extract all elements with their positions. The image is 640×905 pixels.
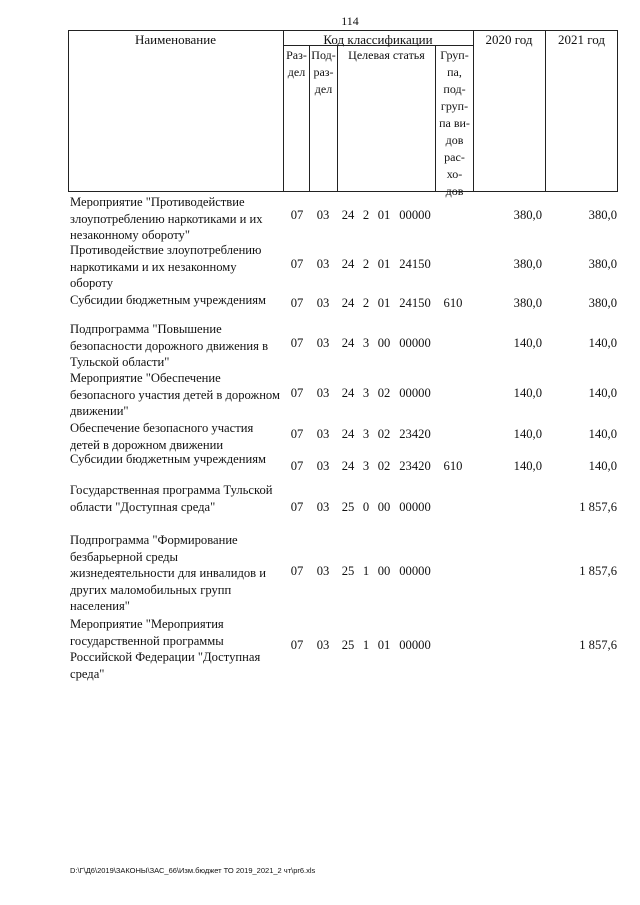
- row-code-cs1: 24: [341, 386, 355, 400]
- row-code-rz: 07: [290, 500, 304, 514]
- header-target-item: Целевая статья: [348, 48, 425, 62]
- row-amount-2021: 140,0: [588, 459, 617, 473]
- row-name: Субсидии бюджетным учреждениям: [70, 293, 266, 307]
- table-row: [0, 482, 640, 522]
- row-code-cs4: 24150: [399, 257, 431, 271]
- row-code-cs4: 23420: [399, 427, 431, 441]
- row-code-cs3: 01: [377, 296, 391, 310]
- row-code-vr: 610: [443, 459, 463, 473]
- row-amount-2020: 380,0: [513, 296, 542, 310]
- row-code-rz: 07: [290, 638, 304, 652]
- table-row: [0, 451, 640, 481]
- table-row: [0, 242, 640, 292]
- row-amount-2021: 1 857,6: [579, 638, 617, 652]
- header-subsection: Под- раз- дел: [311, 48, 336, 96]
- row-amount-2020: 380,0: [513, 257, 542, 271]
- row-code-rz: 07: [290, 257, 304, 271]
- row-amount-2021: 380,0: [588, 208, 617, 222]
- row-code-cs4: 00000: [399, 208, 431, 222]
- row-code-cs2: 2: [362, 296, 370, 310]
- row-code-rz: 07: [290, 564, 304, 578]
- header-name: Наименование: [135, 32, 216, 47]
- row-code-cs3: 01: [377, 208, 391, 222]
- row-code-cs3: 00: [377, 564, 391, 578]
- header-group: Груп- па, под- груп- па ви- дов рас- хо- дов: [439, 48, 470, 198]
- row-code-cs4: 24150: [399, 296, 431, 310]
- row-code-pr: 03: [316, 459, 330, 473]
- row-name: Субсидии бюджетным учреждениям: [70, 452, 266, 466]
- row-code-cs1: 24: [341, 208, 355, 222]
- row-code-cs2: 3: [362, 386, 370, 400]
- row-amount-2020: 140,0: [513, 427, 542, 441]
- row-code-cs3: 02: [377, 459, 391, 473]
- row-name: Государственная программа Тульской области "Доступная среда": [70, 483, 273, 514]
- row-amount-2021: 380,0: [588, 296, 617, 310]
- row-code-pr: 03: [316, 638, 330, 652]
- row-amount-2021: 140,0: [588, 386, 617, 400]
- row-code-rz: 07: [290, 386, 304, 400]
- row-name: Противодействие злоупотреблению наркотиками и их незаконному обороту: [70, 243, 262, 290]
- page-number: 114: [341, 14, 359, 28]
- row-code-cs1: 25: [341, 564, 355, 578]
- row-code-cs3: 02: [377, 386, 391, 400]
- row-amount-2021: 140,0: [588, 336, 617, 350]
- row-code-cs2: 2: [362, 257, 370, 271]
- row-code-cs2: 3: [362, 427, 370, 441]
- row-code-cs4: 00000: [399, 336, 431, 350]
- row-code-cs2: 3: [362, 336, 370, 350]
- row-code-cs1: 24: [341, 427, 355, 441]
- row-code-cs2: 0: [362, 500, 370, 514]
- row-code-pr: 03: [316, 296, 330, 310]
- row-code-cs3: 01: [377, 257, 391, 271]
- row-code-cs2: 2: [362, 208, 370, 222]
- row-code-cs2: 1: [362, 564, 370, 578]
- row-name: Мероприятие "Мероприятия государственной программы Российской Федерации "Доступная среда": [70, 617, 261, 681]
- table-row: [0, 321, 640, 371]
- row-code-cs2: 3: [362, 459, 370, 473]
- row-code-cs4: 00000: [399, 638, 431, 652]
- header-2020: 2020 год: [485, 32, 533, 47]
- row-amount-2020: 140,0: [513, 336, 542, 350]
- row-code-vr: 610: [443, 296, 463, 310]
- table-row: [0, 616, 640, 682]
- row-code-rz: 07: [290, 336, 304, 350]
- table-row: [0, 420, 640, 454]
- row-amount-2021: 1 857,6: [579, 564, 617, 578]
- header-2021: 2021 год: [558, 32, 605, 47]
- row-amount-2021: 1 857,6: [579, 500, 617, 514]
- row-name: Подпрограмма "Формирование безбарьерной среды жизнедеятельности для инвалидов и других маломобильных групп населения": [70, 533, 266, 613]
- file-path-footer: D:\Г\Д6\2019\ЗАКОНЫ\ЗАС_66\Изм.бюджет ТО 2019_2021_2 чт\pr6.xls: [70, 866, 316, 875]
- row-code-pr: 03: [316, 386, 330, 400]
- row-name: Мероприятие "Противодействие злоупотреблению наркотиками и их незаконному обороту": [70, 195, 263, 242]
- row-code-rz: 07: [290, 296, 304, 310]
- row-amount-2021: 140,0: [588, 427, 617, 441]
- row-amount-2020: 380,0: [513, 208, 542, 222]
- row-code-cs3: 02: [377, 427, 391, 441]
- row-code-cs1: 25: [341, 500, 355, 514]
- row-code-cs1: 24: [341, 336, 355, 350]
- row-code-cs1: 24: [341, 257, 355, 271]
- row-code-cs3: 00: [377, 336, 391, 350]
- row-name: Мероприятие "Обеспечение безопасного участия детей в дорожном движении": [70, 371, 280, 418]
- row-code-cs2: 1: [362, 638, 370, 652]
- row-code-pr: 03: [316, 427, 330, 441]
- table-row: [0, 292, 640, 322]
- row-code-cs3: 01: [377, 638, 391, 652]
- row-code-pr: 03: [316, 336, 330, 350]
- row-code-cs4: 00000: [399, 500, 431, 514]
- row-code-rz: 07: [290, 459, 304, 473]
- row-code-cs1: 24: [341, 296, 355, 310]
- table-row: [0, 370, 640, 420]
- table-row: [0, 532, 640, 614]
- row-code-cs3: 00: [377, 500, 391, 514]
- row-name: Подпрограмма "Повышение безопасности дорожного движения в Тульской области": [70, 322, 269, 369]
- row-code-rz: 07: [290, 427, 304, 441]
- row-name: Обеспечение безопасного участия детей в дорожном движении: [70, 421, 254, 452]
- row-code-cs4: 00000: [399, 386, 431, 400]
- row-code-cs4: 00000: [399, 564, 431, 578]
- row-amount-2020: 140,0: [513, 459, 542, 473]
- table-row: [0, 194, 640, 244]
- header-classification: Код классификации: [323, 32, 433, 47]
- row-code-pr: 03: [316, 208, 330, 222]
- row-code-pr: 03: [316, 564, 330, 578]
- row-code-cs1: 25: [341, 638, 355, 652]
- row-code-cs4: 23420: [399, 459, 431, 473]
- row-code-rz: 07: [290, 208, 304, 222]
- row-code-pr: 03: [316, 500, 330, 514]
- row-code-cs1: 24: [341, 459, 355, 473]
- header-section: Раз- дел: [286, 48, 307, 79]
- row-amount-2021: 380,0: [588, 257, 617, 271]
- row-code-pr: 03: [316, 257, 330, 271]
- row-amount-2020: 140,0: [513, 386, 542, 400]
